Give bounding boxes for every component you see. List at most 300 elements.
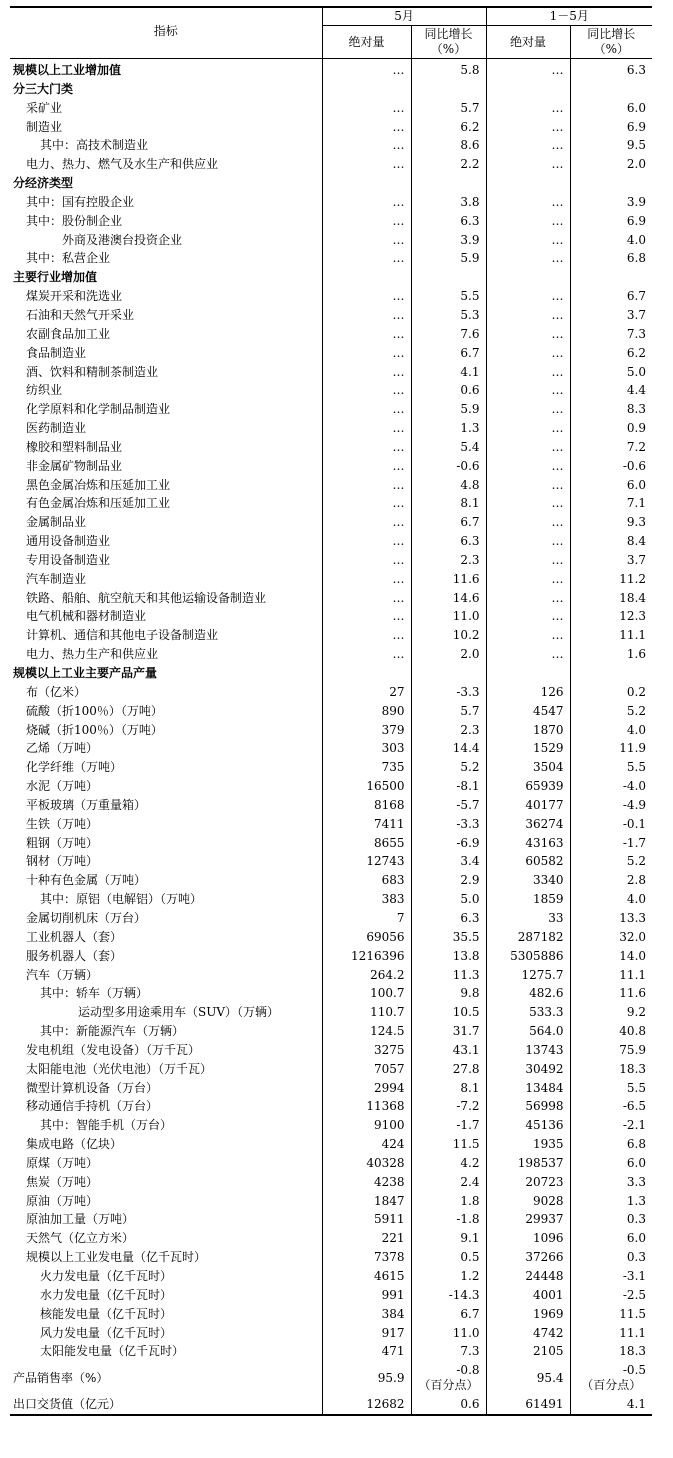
row-label: 食品制造业 [26, 345, 87, 360]
table-row [10, 626, 652, 645]
may-growth-cell: 6.3 [411, 532, 486, 551]
ytd-growth-cell: 11.1 [570, 626, 652, 645]
ytd-growth-cell: 13.3 [570, 909, 652, 928]
row-label: 其中：国有控股企业 [26, 194, 135, 209]
ytd-growth-cell: 6.0 [570, 1229, 652, 1248]
table-row [10, 1116, 652, 1135]
ytd-growth-cell: 11.1 [570, 1324, 652, 1343]
may-growth-cell: 5.5 [411, 287, 486, 306]
ytd-growth-cell: 6.0 [570, 476, 652, 495]
table-row [10, 118, 652, 137]
ytd-growth-cell: 5.0 [570, 363, 652, 382]
may-growth-cell: 2.3 [411, 551, 486, 570]
table-row [10, 1210, 652, 1229]
ytd-absolute-cell: … [486, 551, 570, 570]
table-row-export [10, 1395, 652, 1415]
row-label: 分三大门类 [13, 81, 74, 96]
may-absolute-cell: 379 [322, 721, 411, 740]
ytd-growth-header [570, 26, 652, 59]
ytd-absolute-cell: … [486, 193, 570, 212]
may-growth-cell: 2.2 [411, 155, 486, 174]
may-growth-cell: 5.2 [411, 758, 486, 777]
ytd-growth-cell: -1.7 [570, 834, 652, 853]
row-label: 布（亿米） [26, 684, 87, 699]
ytd-growth-cell: 0.9 [570, 419, 652, 438]
ytd-absolute-cell: 65939 [486, 777, 570, 796]
ytd-absolute-cell: … [486, 344, 570, 363]
ytd-absolute-cell: … [486, 513, 570, 532]
may-absolute-cell: 991 [322, 1286, 411, 1305]
row-label: 化学原料和化学制品制造业 [26, 402, 171, 417]
may-growth-cell: -8.1 [411, 777, 486, 796]
ytd-growth-cell: 7.1 [570, 494, 652, 513]
ytd-absolute-cell: … [486, 118, 570, 137]
may-absolute-header: 绝对量 [322, 26, 411, 59]
table-row [10, 1173, 652, 1192]
ytd-absolute-cell: … [486, 457, 570, 476]
may-absolute-cell: … [322, 381, 411, 400]
row-label: 服务机器人（套） [26, 948, 123, 963]
may-growth-cell: 3.4 [411, 852, 486, 871]
may-growth-cell: 10.5 [411, 1003, 486, 1022]
row-label: 其中：股份制企业 [26, 213, 123, 228]
row-label: 采矿业 [26, 100, 63, 115]
ytd-absolute-cell: … [486, 249, 570, 268]
may-growth-cell: 5.3 [411, 306, 486, 325]
may-absolute-cell: … [322, 476, 411, 495]
table-row [10, 231, 652, 250]
may-growth-cell: 43.1 [411, 1041, 486, 1060]
may-growth-cell: 6.7 [411, 344, 486, 363]
table-row [10, 99, 652, 118]
ytd-absolute-cell: 3340 [486, 871, 570, 890]
table-row [10, 155, 652, 174]
row-label: 风力发电量（亿千瓦时） [40, 1325, 173, 1340]
may-absolute-cell: … [322, 136, 411, 155]
may-absolute-cell: 735 [322, 758, 411, 777]
table-row [10, 815, 652, 834]
may-growth-cell: 1.8 [411, 1192, 486, 1211]
ytd-absolute-cell: 29937 [486, 1210, 570, 1229]
table-row [10, 721, 652, 740]
ytd-growth-cell: -3.1 [570, 1267, 652, 1286]
ytd-growth-cell: 11.5 [570, 1305, 652, 1324]
may-growth-cell: 6.3 [411, 212, 486, 231]
ytd-growth-cell: 5.2 [570, 852, 652, 871]
may-growth-cell: -1.7 [411, 1116, 486, 1135]
may-growth-cell: 5.7 [411, 702, 486, 721]
table-row [10, 1267, 652, 1286]
row-label: 集成电路（亿块） [26, 1137, 123, 1152]
ytd-growth-cell: 4.0 [570, 721, 652, 740]
may-growth-cell: 8.1 [411, 494, 486, 513]
row-label: 电力、热力、燃气及水生产和供应业 [26, 157, 219, 172]
ytd-growth-cell: 18.4 [570, 589, 652, 608]
table-row [10, 966, 652, 985]
table-row [10, 438, 652, 457]
ytd-absolute-cell: … [486, 155, 570, 174]
may-absolute-cell: 12743 [322, 852, 411, 871]
table-row [10, 645, 652, 664]
may-absolute-cell: … [322, 457, 411, 476]
row-label: 水泥（万吨） [26, 779, 99, 794]
row-label: 原油（万吨） [26, 1193, 99, 1208]
growth-label: 同比增长 [587, 27, 636, 41]
may-absolute-cell: … [322, 626, 411, 645]
may-growth-cell: -6.9 [411, 834, 486, 853]
growth-unit: （%） [430, 42, 467, 56]
ytd-absolute-cell: … [486, 400, 570, 419]
may-growth-cell: -0.6 [411, 457, 486, 476]
may-absolute-cell: 16500 [322, 777, 411, 796]
row-label: 医药制造业 [26, 421, 87, 436]
ytd-absolute-header: 绝对量 [486, 26, 570, 59]
table-row [10, 871, 652, 890]
may-growth-cell: 5.9 [411, 249, 486, 268]
row-label: 通用设备制造业 [26, 534, 111, 549]
ytd-growth-cell: 6.0 [570, 99, 652, 118]
may-growth-cell: 6.7 [411, 1305, 486, 1324]
may-absolute-cell: … [322, 287, 411, 306]
ytd-growth-cell: 8.3 [570, 400, 652, 419]
ytd-growth-cell: 14.0 [570, 947, 652, 966]
ytd-absolute-cell: 1969 [486, 1305, 570, 1324]
ytd-absolute-cell: … [486, 438, 570, 457]
ytd-absolute-cell: … [486, 136, 570, 155]
table-row [10, 136, 652, 155]
ytd-absolute-cell: 61491 [486, 1395, 570, 1415]
ytd-growth-cell: -2.1 [570, 1116, 652, 1135]
may-absolute-cell: … [322, 400, 411, 419]
may-absolute-cell: … [322, 344, 411, 363]
may-growth-cell: 1.3 [411, 419, 486, 438]
ytd-absolute-cell: … [486, 212, 570, 231]
ytd-growth-cell: 3.3 [570, 1173, 652, 1192]
ytd-absolute-cell: 30492 [486, 1060, 570, 1079]
may-growth-cell: -14.3 [411, 1286, 486, 1305]
may-growth-cell [411, 1361, 486, 1395]
row-label: 其中：新能源汽车（万辆） [40, 1024, 185, 1039]
may-growth-cell: 5.9 [411, 400, 486, 419]
period-ytd-header: 1－5月 [486, 7, 652, 26]
may-absolute-cell: 1216396 [322, 947, 411, 966]
ytd-absolute-cell: … [486, 287, 570, 306]
ytd-absolute-cell: … [486, 570, 570, 589]
ytd-absolute-cell: 4001 [486, 1286, 570, 1305]
ytd-growth-cell: 8.4 [570, 532, 652, 551]
ytd-growth-cell: 9.3 [570, 513, 652, 532]
ytd-absolute-cell: 1870 [486, 721, 570, 740]
ytd-growth-cell: 18.3 [570, 1060, 652, 1079]
table-row [10, 739, 652, 758]
may-absolute-cell: … [322, 231, 411, 250]
row-label: 微型计算机设备（万台） [26, 1080, 159, 1095]
ytd-growth-cell [570, 80, 652, 99]
table-row [10, 1135, 652, 1154]
row-label: 非金属矿物制品业 [26, 458, 123, 473]
may-growth-cell: 6.7 [411, 513, 486, 532]
may-absolute-cell: … [322, 99, 411, 118]
ytd-growth-cell: 6.7 [570, 287, 652, 306]
table-row [10, 570, 652, 589]
table-body [10, 59, 652, 1416]
may-absolute-cell [322, 174, 411, 193]
may-absolute-cell: … [322, 212, 411, 231]
may-growth-cell: 5.4 [411, 438, 486, 457]
ytd-absolute-cell: … [486, 59, 570, 80]
may-absolute-cell [322, 268, 411, 287]
row-label: 外商及港澳台投资企业 [62, 232, 183, 247]
may-absolute-cell: 384 [322, 1305, 411, 1324]
may-growth-cell: -7.2 [411, 1097, 486, 1116]
row-label: 运动型多用途乘用车（SUV）（万辆） [78, 1005, 280, 1020]
ytd-absolute-cell: 1935 [486, 1135, 570, 1154]
ytd-absolute-cell: 24448 [486, 1267, 570, 1286]
industrial-output-table [10, 6, 652, 1416]
row-label: 原油加工量（万吨） [26, 1212, 135, 1227]
row-label: 纺织业 [26, 383, 63, 398]
ytd-absolute-cell [486, 80, 570, 99]
may-absolute-cell: … [322, 118, 411, 137]
ytd-absolute-cell: 37266 [486, 1248, 570, 1267]
row-label: 汽车（万辆） [26, 967, 99, 982]
ytd-growth-cell: 3.7 [570, 306, 652, 325]
ytd-absolute-cell: 5305886 [486, 947, 570, 966]
growth-unit: （百分点） [418, 1378, 479, 1393]
may-growth-cell: 4.8 [411, 476, 486, 495]
table-row [10, 758, 652, 777]
row-label: 出口交货值（亿元） [13, 1397, 122, 1412]
row-label: 平板玻璃（万重量箱） [26, 797, 147, 812]
table-row [10, 457, 652, 476]
may-growth-cell: 31.7 [411, 1022, 486, 1041]
may-growth-cell: 1.2 [411, 1267, 486, 1286]
may-absolute-cell: 95.9 [322, 1361, 411, 1395]
row-label: 农副食品加工业 [26, 326, 111, 341]
table-row [10, 59, 652, 80]
table-row [10, 1324, 652, 1343]
row-label: 金属切削机床（万台） [26, 910, 147, 925]
ytd-absolute-cell: … [486, 306, 570, 325]
table-row [10, 984, 652, 1003]
ytd-growth-cell: -4.0 [570, 777, 652, 796]
row-label: 化学纤维（万吨） [26, 760, 123, 775]
row-label: 十种有色金属（万吨） [26, 873, 147, 888]
ytd-growth-cell: 4.0 [570, 231, 652, 250]
ytd-growth-cell: 6.9 [570, 212, 652, 231]
may-absolute-cell: 7 [322, 909, 411, 928]
ytd-growth-cell: 6.0 [570, 1154, 652, 1173]
row-label: 其中：高技术制造业 [40, 138, 149, 153]
ytd-absolute-cell: 13743 [486, 1041, 570, 1060]
may-absolute-cell: 124.5 [322, 1022, 411, 1041]
table-row [10, 1286, 652, 1305]
row-label: 有色金属冶炼和压延加工业 [26, 496, 171, 511]
row-label: 太阳能电池（光伏电池）（万千瓦） [26, 1061, 213, 1076]
ytd-absolute-cell: 4742 [486, 1324, 570, 1343]
may-growth-cell: -3.3 [411, 815, 486, 834]
ytd-growth-cell: 6.2 [570, 344, 652, 363]
ytd-growth-cell: 11.9 [570, 739, 652, 758]
table-row [10, 777, 652, 796]
table-row [10, 664, 652, 683]
table-row [10, 212, 652, 231]
row-label: 制造业 [26, 119, 63, 134]
ytd-growth-cell: 3.7 [570, 551, 652, 570]
table-row [10, 268, 652, 287]
may-growth-cell: 0.6 [411, 1395, 486, 1415]
table-row [10, 551, 652, 570]
row-label: 橡胶和塑料制品业 [26, 439, 123, 454]
may-absolute-cell: 3275 [322, 1041, 411, 1060]
may-absolute-cell: 11368 [322, 1097, 411, 1116]
may-growth-cell: 4.1 [411, 363, 486, 382]
may-absolute-cell: 8655 [322, 834, 411, 853]
may-absolute-cell: … [322, 589, 411, 608]
table-row [10, 1154, 652, 1173]
row-label: 发电机组（发电设备）（万千瓦） [26, 1042, 201, 1057]
may-growth-cell: 11.6 [411, 570, 486, 589]
ytd-absolute-cell: … [486, 494, 570, 513]
table-row [10, 306, 652, 325]
row-label: 工业机器人（套） [26, 929, 123, 944]
ytd-absolute-cell: 1275.7 [486, 966, 570, 985]
may-growth-cell [411, 268, 486, 287]
ytd-growth-cell: 32.0 [570, 928, 652, 947]
may-absolute-cell: … [322, 570, 411, 589]
table-row [10, 834, 652, 853]
ytd-growth-cell [570, 664, 652, 683]
may-growth-cell [411, 174, 486, 193]
ytd-growth-cell: -0.1 [570, 815, 652, 834]
ytd-growth-cell: 2.8 [570, 871, 652, 890]
table-row [10, 476, 652, 495]
ytd-absolute-cell: 4547 [486, 702, 570, 721]
row-label: 煤炭开采和洗选业 [26, 289, 123, 304]
ytd-growth-cell: 9.2 [570, 1003, 652, 1022]
table-row [10, 344, 652, 363]
may-growth-cell: 5.7 [411, 99, 486, 118]
may-absolute-cell: … [322, 438, 411, 457]
table-row [10, 1041, 652, 1060]
row-label: 其中：智能手机（万台） [40, 1118, 173, 1133]
row-label: 石油和天然气开采业 [26, 307, 135, 322]
ytd-absolute-cell: 56998 [486, 1097, 570, 1116]
ytd-absolute-cell: … [486, 363, 570, 382]
ytd-growth-cell: 6.8 [570, 1135, 652, 1154]
ytd-growth-cell: 7.2 [570, 438, 652, 457]
ytd-absolute-cell: 33 [486, 909, 570, 928]
may-growth-cell: 9.8 [411, 984, 486, 1003]
ytd-growth-cell: -4.9 [570, 796, 652, 815]
may-growth-cell: 13.8 [411, 947, 486, 966]
may-growth-cell: -5.7 [411, 796, 486, 815]
may-growth-cell: 9.1 [411, 1229, 486, 1248]
ytd-absolute-cell [486, 268, 570, 287]
growth-label: 同比增长 [424, 27, 473, 41]
may-growth-cell: 2.0 [411, 645, 486, 664]
row-label: 粗钢（万吨） [26, 835, 99, 850]
table-row [10, 589, 652, 608]
ytd-growth-cell [570, 174, 652, 193]
ytd-growth-cell: 3.9 [570, 193, 652, 212]
may-absolute-cell: … [322, 532, 411, 551]
may-absolute-cell: … [322, 306, 411, 325]
table-row [10, 494, 652, 513]
may-growth-header [411, 26, 486, 59]
ytd-absolute-cell: 564.0 [486, 1022, 570, 1041]
may-growth-cell: 5.8 [411, 59, 486, 80]
may-growth-cell: 8.6 [411, 136, 486, 155]
ytd-absolute-cell: 287182 [486, 928, 570, 947]
table-row [10, 852, 652, 871]
may-growth-cell [411, 664, 486, 683]
ytd-absolute-cell: 1859 [486, 890, 570, 909]
ytd-absolute-cell: … [486, 607, 570, 626]
may-absolute-cell: … [322, 155, 411, 174]
row-label: 汽车制造业 [26, 571, 87, 586]
indicator-header: 指标 [10, 7, 322, 59]
ytd-absolute-cell: 198537 [486, 1154, 570, 1173]
may-absolute-cell: 221 [322, 1229, 411, 1248]
ytd-growth-cell: 0.2 [570, 683, 652, 702]
table-row [10, 1342, 652, 1361]
ytd-growth-cell: 40.8 [570, 1022, 652, 1041]
ytd-absolute-cell: 20723 [486, 1173, 570, 1192]
may-absolute-cell: … [322, 551, 411, 570]
table-row [10, 513, 652, 532]
table-row [10, 287, 652, 306]
may-absolute-cell: 303 [322, 739, 411, 758]
ytd-absolute-cell: 2105 [486, 1342, 570, 1361]
row-label: 钢材（万吨） [26, 854, 99, 869]
row-label: 其中：私营企业 [26, 251, 111, 266]
ytd-growth-cell: 2.0 [570, 155, 652, 174]
ytd-growth-cell: 4.1 [570, 1395, 652, 1415]
table-row [10, 1079, 652, 1098]
row-label: 火力发电量（亿千瓦时） [40, 1269, 173, 1283]
row-label: 其中：原铝（电解铝）（万吨） [40, 892, 203, 907]
growth-value: -0.8 [456, 1363, 480, 1378]
may-absolute-cell: … [322, 494, 411, 513]
ytd-absolute-cell: … [486, 381, 570, 400]
ytd-absolute-cell: … [486, 476, 570, 495]
may-growth-cell: 14.4 [411, 739, 486, 758]
may-absolute-cell: 383 [322, 890, 411, 909]
ytd-growth-cell: 7.3 [570, 325, 652, 344]
table-row [10, 1060, 652, 1079]
may-absolute-cell: 890 [322, 702, 411, 721]
may-growth-cell: 35.5 [411, 928, 486, 947]
may-absolute-cell: 5911 [322, 1210, 411, 1229]
ytd-absolute-cell: … [486, 325, 570, 344]
ytd-growth-cell: 12.3 [570, 607, 652, 626]
row-label: 规模以上工业主要产品产量 [13, 666, 158, 680]
ytd-growth-cell: 5.2 [570, 702, 652, 721]
ytd-growth-cell: 11.2 [570, 570, 652, 589]
ytd-absolute-cell: 482.6 [486, 984, 570, 1003]
ytd-growth-cell: 6.9 [570, 118, 652, 137]
may-growth-cell: 5.0 [411, 890, 486, 909]
table-row [10, 683, 652, 702]
ytd-growth-cell: 5.5 [570, 758, 652, 777]
may-absolute-cell: 1847 [322, 1192, 411, 1211]
may-growth-cell: 7.3 [411, 1342, 486, 1361]
ytd-absolute-cell: 60582 [486, 852, 570, 871]
ytd-absolute-cell: … [486, 419, 570, 438]
row-label: 铁路、船舶、航空航天和其他运输设备制造业 [26, 590, 267, 605]
period-may-header: 5月 [322, 7, 486, 26]
